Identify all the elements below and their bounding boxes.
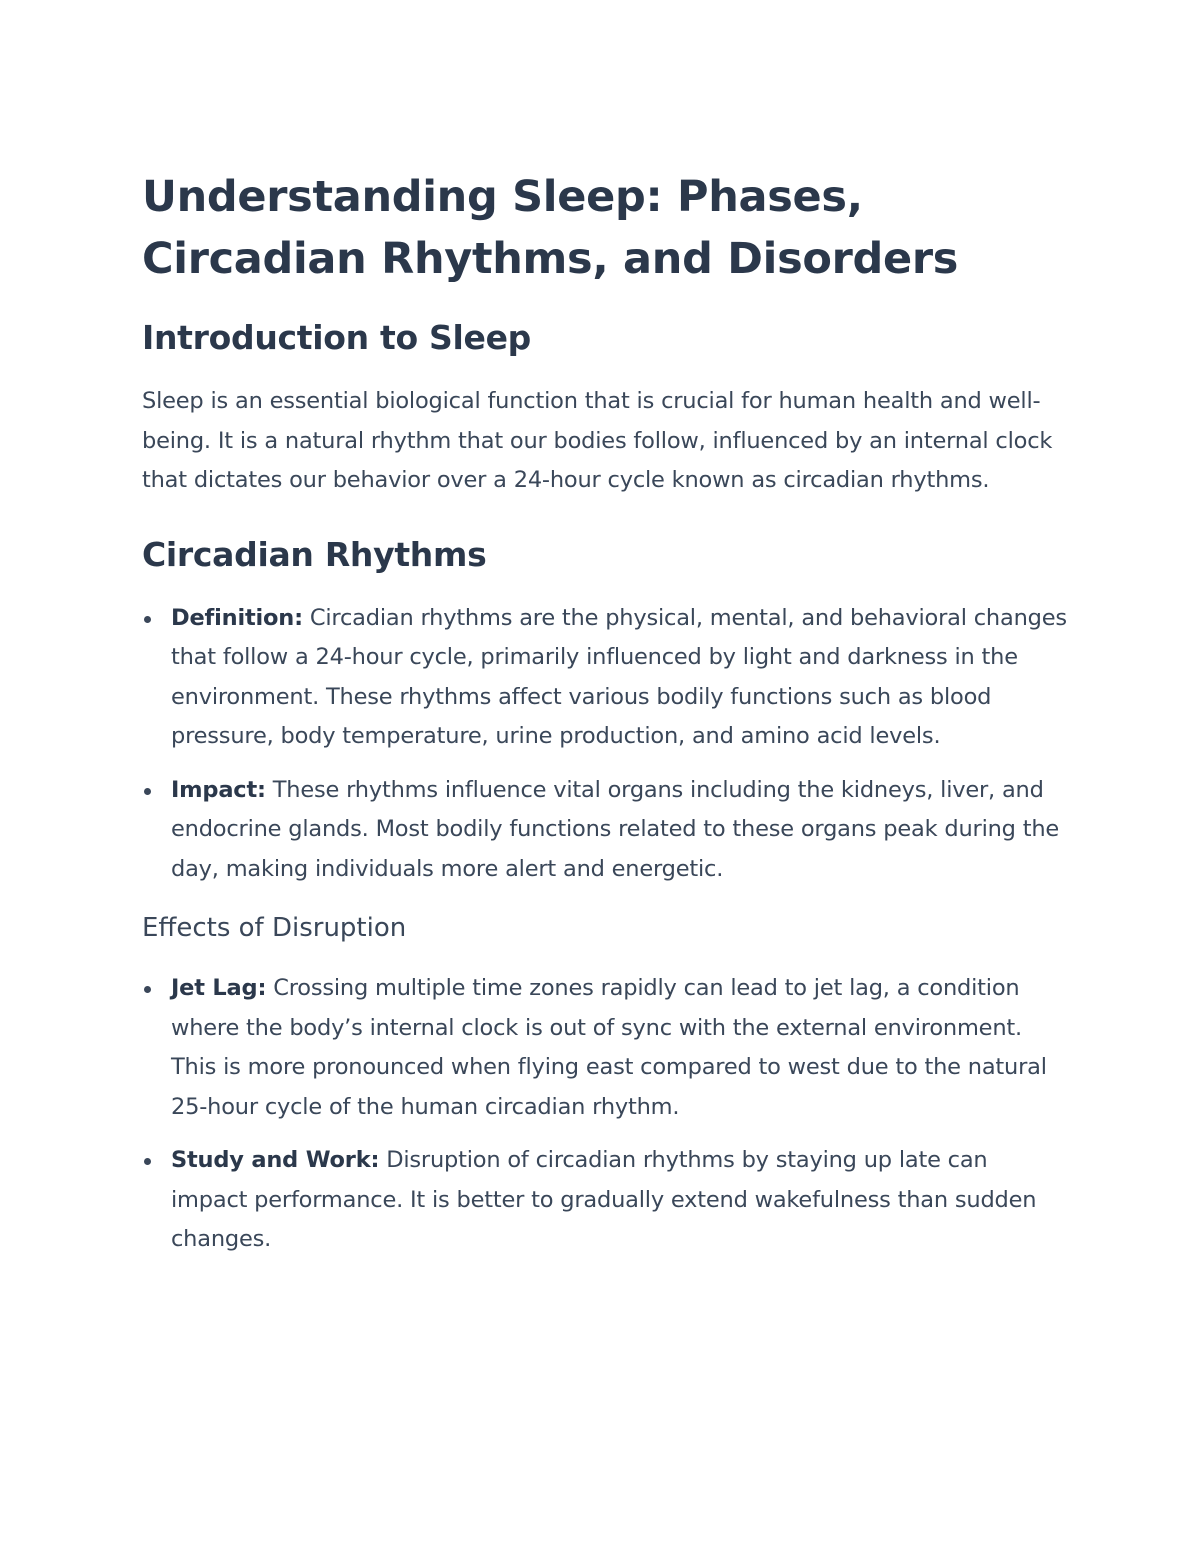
list-item xyxy=(142,969,1067,1127)
list-item-text: Crossing multiple time zones rapidly can lead to jet lag, a condition where the body’s internal clock is out of sync with the external environment. This is more pronounced when flying east compared to west due to the natural 25-hour cycle of the human circadian rhythm. xyxy=(171,975,1047,1120)
subsection-heading-disruption: Effects of Disruption xyxy=(142,913,407,943)
document-page xyxy=(142,166,1067,1260)
list-item xyxy=(142,771,1067,890)
list-item-term: Impact: xyxy=(171,776,266,803)
list-item xyxy=(142,1141,1067,1260)
bullet-icon xyxy=(144,986,151,993)
document-title: Understanding Sleep: Phases, Circadian Rhythms, and Disorders xyxy=(142,172,959,284)
disruption-list xyxy=(142,969,1067,1260)
bullet-icon xyxy=(144,1158,151,1165)
section-heading-intro: Introduction to Sleep xyxy=(142,318,532,357)
bullet-icon xyxy=(144,788,151,795)
list-item-text: Disruption of circadian rhythms by staying up late can impact performance. It is better to gradually extend wakefulness than sudden changes. xyxy=(171,1147,1037,1252)
list-item-text: Circadian rhythms are the physical, mental, and behavioral changes that follow a 24-hour cycle, primarily influenced by light and darkness in the environment. These rhythms affect various bodily functions such as blood pressure, body temperature, urine production, and amino acid levels. xyxy=(171,604,1067,749)
list-item-term: Definition: xyxy=(171,604,303,631)
bullet-icon xyxy=(144,616,151,623)
list-item-term: Jet Lag: xyxy=(171,975,267,1001)
intro-paragraph: Sleep is an essential biological function that is crucial for human health and well-being. It is a natural rhythm that our bodies follow, influenced by an internal clock that dictates our behavior over a 24-hour cycle known as circadian rhythms. xyxy=(142,388,1053,493)
list-item xyxy=(142,599,1067,757)
list-item-text: These rhythms influence vital organs including the kidneys, liver, and endocrine glands. Most bodily functions related to these organs peak during the day, making individuals more alert and energetic. xyxy=(171,776,1060,882)
circadian-list xyxy=(142,599,1067,890)
list-item-term: Study and Work: xyxy=(171,1147,380,1173)
section-heading-circadian: Circadian Rhythms xyxy=(142,534,487,574)
